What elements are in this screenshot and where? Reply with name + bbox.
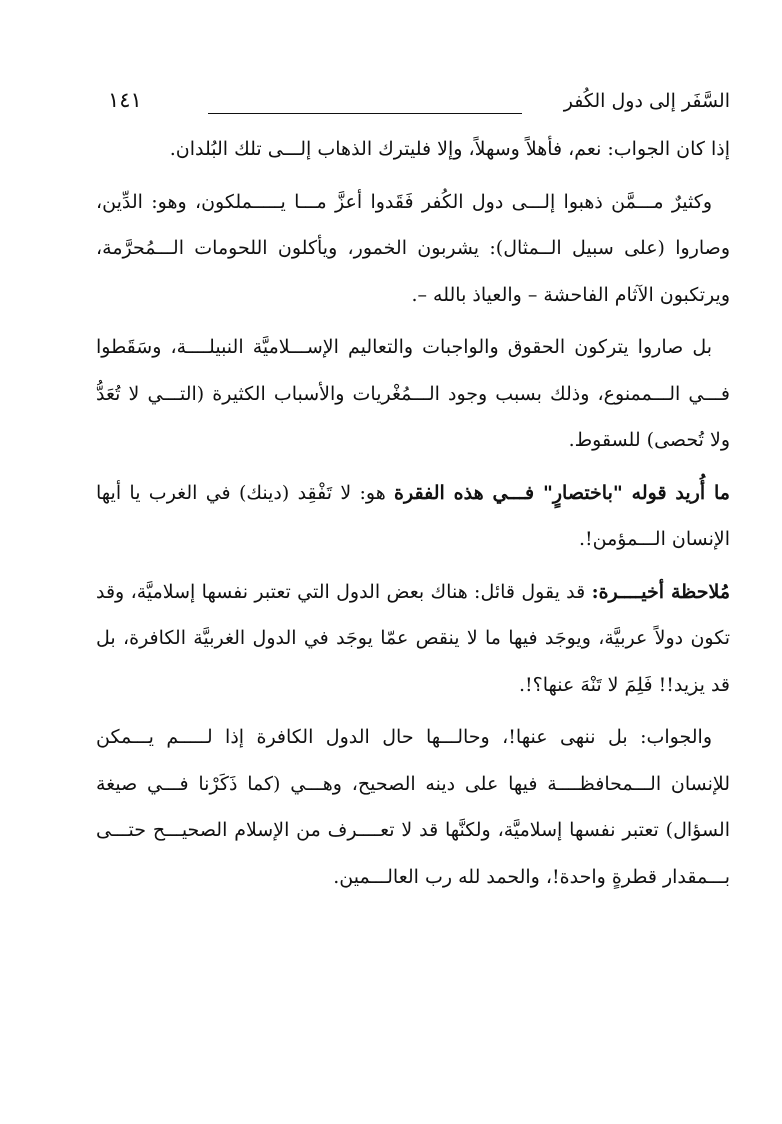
book-page: [96, 86, 730, 906]
paragraph: [96, 569, 730, 709]
paragraph-text: هو: لا تَفْقِد (دينك) في الغرب يا أيها الإنسان الـــمؤمن!.: [96, 481, 730, 550]
paragraph-lead-bold: ما أُريد قوله "باختصارٍ" فـــي هذه الفقرة: [394, 481, 730, 504]
page-number: ١٤١: [108, 88, 142, 112]
paragraph: [96, 179, 730, 319]
body-text: [96, 126, 730, 900]
running-title: السَّفَر إلى دول الكُفر: [563, 90, 730, 112]
page-header: [96, 86, 730, 122]
paragraph-lead-bold: مُلاحظة أخيــــرة:: [591, 580, 730, 603]
paragraph: [96, 470, 730, 563]
paragraph-text: وكثيرٌ مـــمَّن ذهبوا إلـــى دول الكُفر فَقَدوا أعزَّ مـــا يـــــملكون، وهو: الدِّين، وصاروا (على سبيل الــمثال): يشربون الخمور، ويأكلون اللحومات الـــمُحرَّمة، ويرتكبون الآثام الفاحشة – والعياذ بالله –.: [96, 190, 730, 306]
paragraph-text: قد يقول قائل: هناك بعض الدول التي تعتبر نفسها إسلاميَّة، وقد تكون دولاً عربيَّة، ويوجَد فيها ما لا ينقص عمّا يوجَد في الدول الغربيَّة الكافرة، بل قد يزيد!! فَلِمَ لا تَنْهَ عنها؟!.: [96, 580, 730, 696]
paragraph: [96, 324, 730, 464]
paragraph: [96, 126, 730, 173]
header-rule: [208, 113, 522, 114]
paragraph: [96, 714, 730, 900]
paragraph-text: بل صاروا يتركون الحقوق والواجبات والتعاليم الإســـلاميَّة النبيلــــة، وسَقَطوا فـــي الـــممنوع، وذلك بسبب وجود الـــمُغْريات والأسباب الكثيرة (التـــي لا تُعَدُّ ولا تُحصى) للسقوط.: [96, 336, 730, 451]
paragraph-text: إذا كان الجواب: نعم، فأهلاً وسهلاً، وإلا فليترك الذهاب إلـــى تلك البُلدان.: [169, 138, 730, 160]
paragraph-text: والجواب: بل ننهى عنها!، وحالـــها حال الدول الكافرة إذا لـــــم يـــمكن للإنسان الـــمحافظــــة فيها على دينه الصحيح، وهـــي (كما ذَكَرْنا فـــي صيغة السؤال) تعتبر نفسها إسلاميَّة، ولكنَّها قد لا تعــــرف من الإسلام الصحيـــح حتـــى بـــمقدار قطرةٍ واحدة!، والحمد لله رب العالـــمين.: [96, 726, 730, 888]
